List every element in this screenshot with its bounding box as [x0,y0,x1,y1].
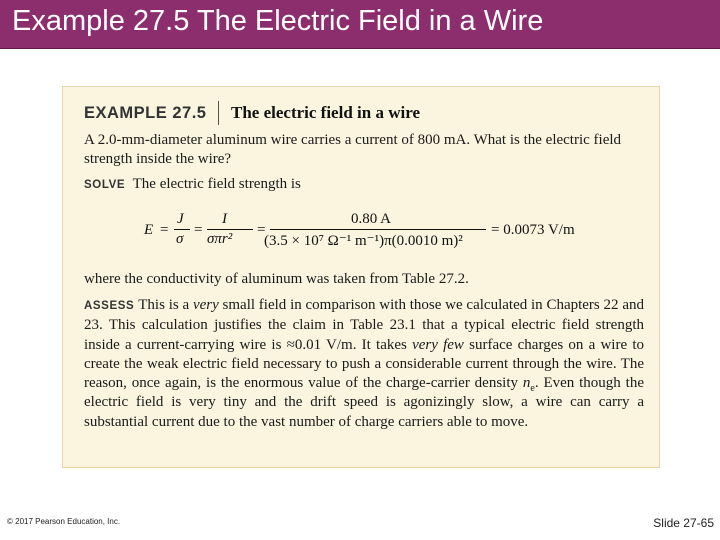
solve-text: The electric field strength is [132,176,301,192]
equation-equals-1: = [160,222,169,238]
assess-emphasis-very-few: very few [412,336,464,353]
example-label: EXAMPLE 27.5 [84,104,207,122]
density-subscript: e [530,383,535,395]
fraction-3-denominator: (3.5 × 10⁷ Ω⁻¹ m⁻¹)π(0.0010 m)² [264,233,463,249]
slide-title: Example 27.5 The Electric Field in a Wire [12,5,544,37]
equation-equals-2: = [194,222,203,238]
solve-line [84,175,644,195]
fraction-1-denominator: σ [176,231,184,247]
assess-text-4: . Even though the electric field is very tiny and the drift speed is agonizingly slow, a wire can carry a substantial current due to the vast number of charge carriers able to move. [84,375,644,430]
solve-tag: SOLVE [84,179,126,191]
equation-result: = 0.0073 V/m [491,222,575,238]
fraction-3-numerator: 0.80 A [351,211,392,227]
problem-statement: A 2.0-mm-diameter aluminum wire carries a current of 800 mA. What is the electric field strength inside the wire? [84,132,622,167]
assess-text-2: small field in comparison with those we calculated in Chapters 22 and 23. This calculation justifies the claim in Table 23.1 that a typical electric field strength inside a current-carrying wire is ≈0.01 V/m. It takes [84,297,644,353]
fraction-2-numerator: I [222,211,227,227]
density-symbol: n [522,375,531,392]
fraction-2-denominator: σπr² [207,231,233,247]
where-text: where the conductivity of aluminum was taken from Table 27.2. [84,271,469,287]
equation [144,208,584,258]
example-title: The electric field in a wire [231,103,420,122]
example-header-divider [218,101,219,125]
assess-paragraph [84,296,644,432]
title-bar [0,0,720,49]
equation-lhs: E [144,222,154,238]
assess-tag: ASSESS [84,300,135,312]
fraction-1-numerator: J [177,211,184,227]
fraction-1-bar [174,229,190,230]
equation-equals-3: = [257,222,266,238]
fraction-2-bar [207,229,253,230]
assess-text-3: surface charges on a wire to create the weak electric field necessary to push a considerable current through the wire. The reason, once again, is the enormous value of the charge-carrier density [84,336,644,392]
slide-number: Slide 27-65 [653,516,714,530]
assess-text-1: This is a [138,297,193,313]
fraction-3-bar [270,229,486,230]
assess-emphasis-very: very [192,297,219,313]
copyright-notice: © 2017 Pearson Education, Inc. [7,517,121,526]
